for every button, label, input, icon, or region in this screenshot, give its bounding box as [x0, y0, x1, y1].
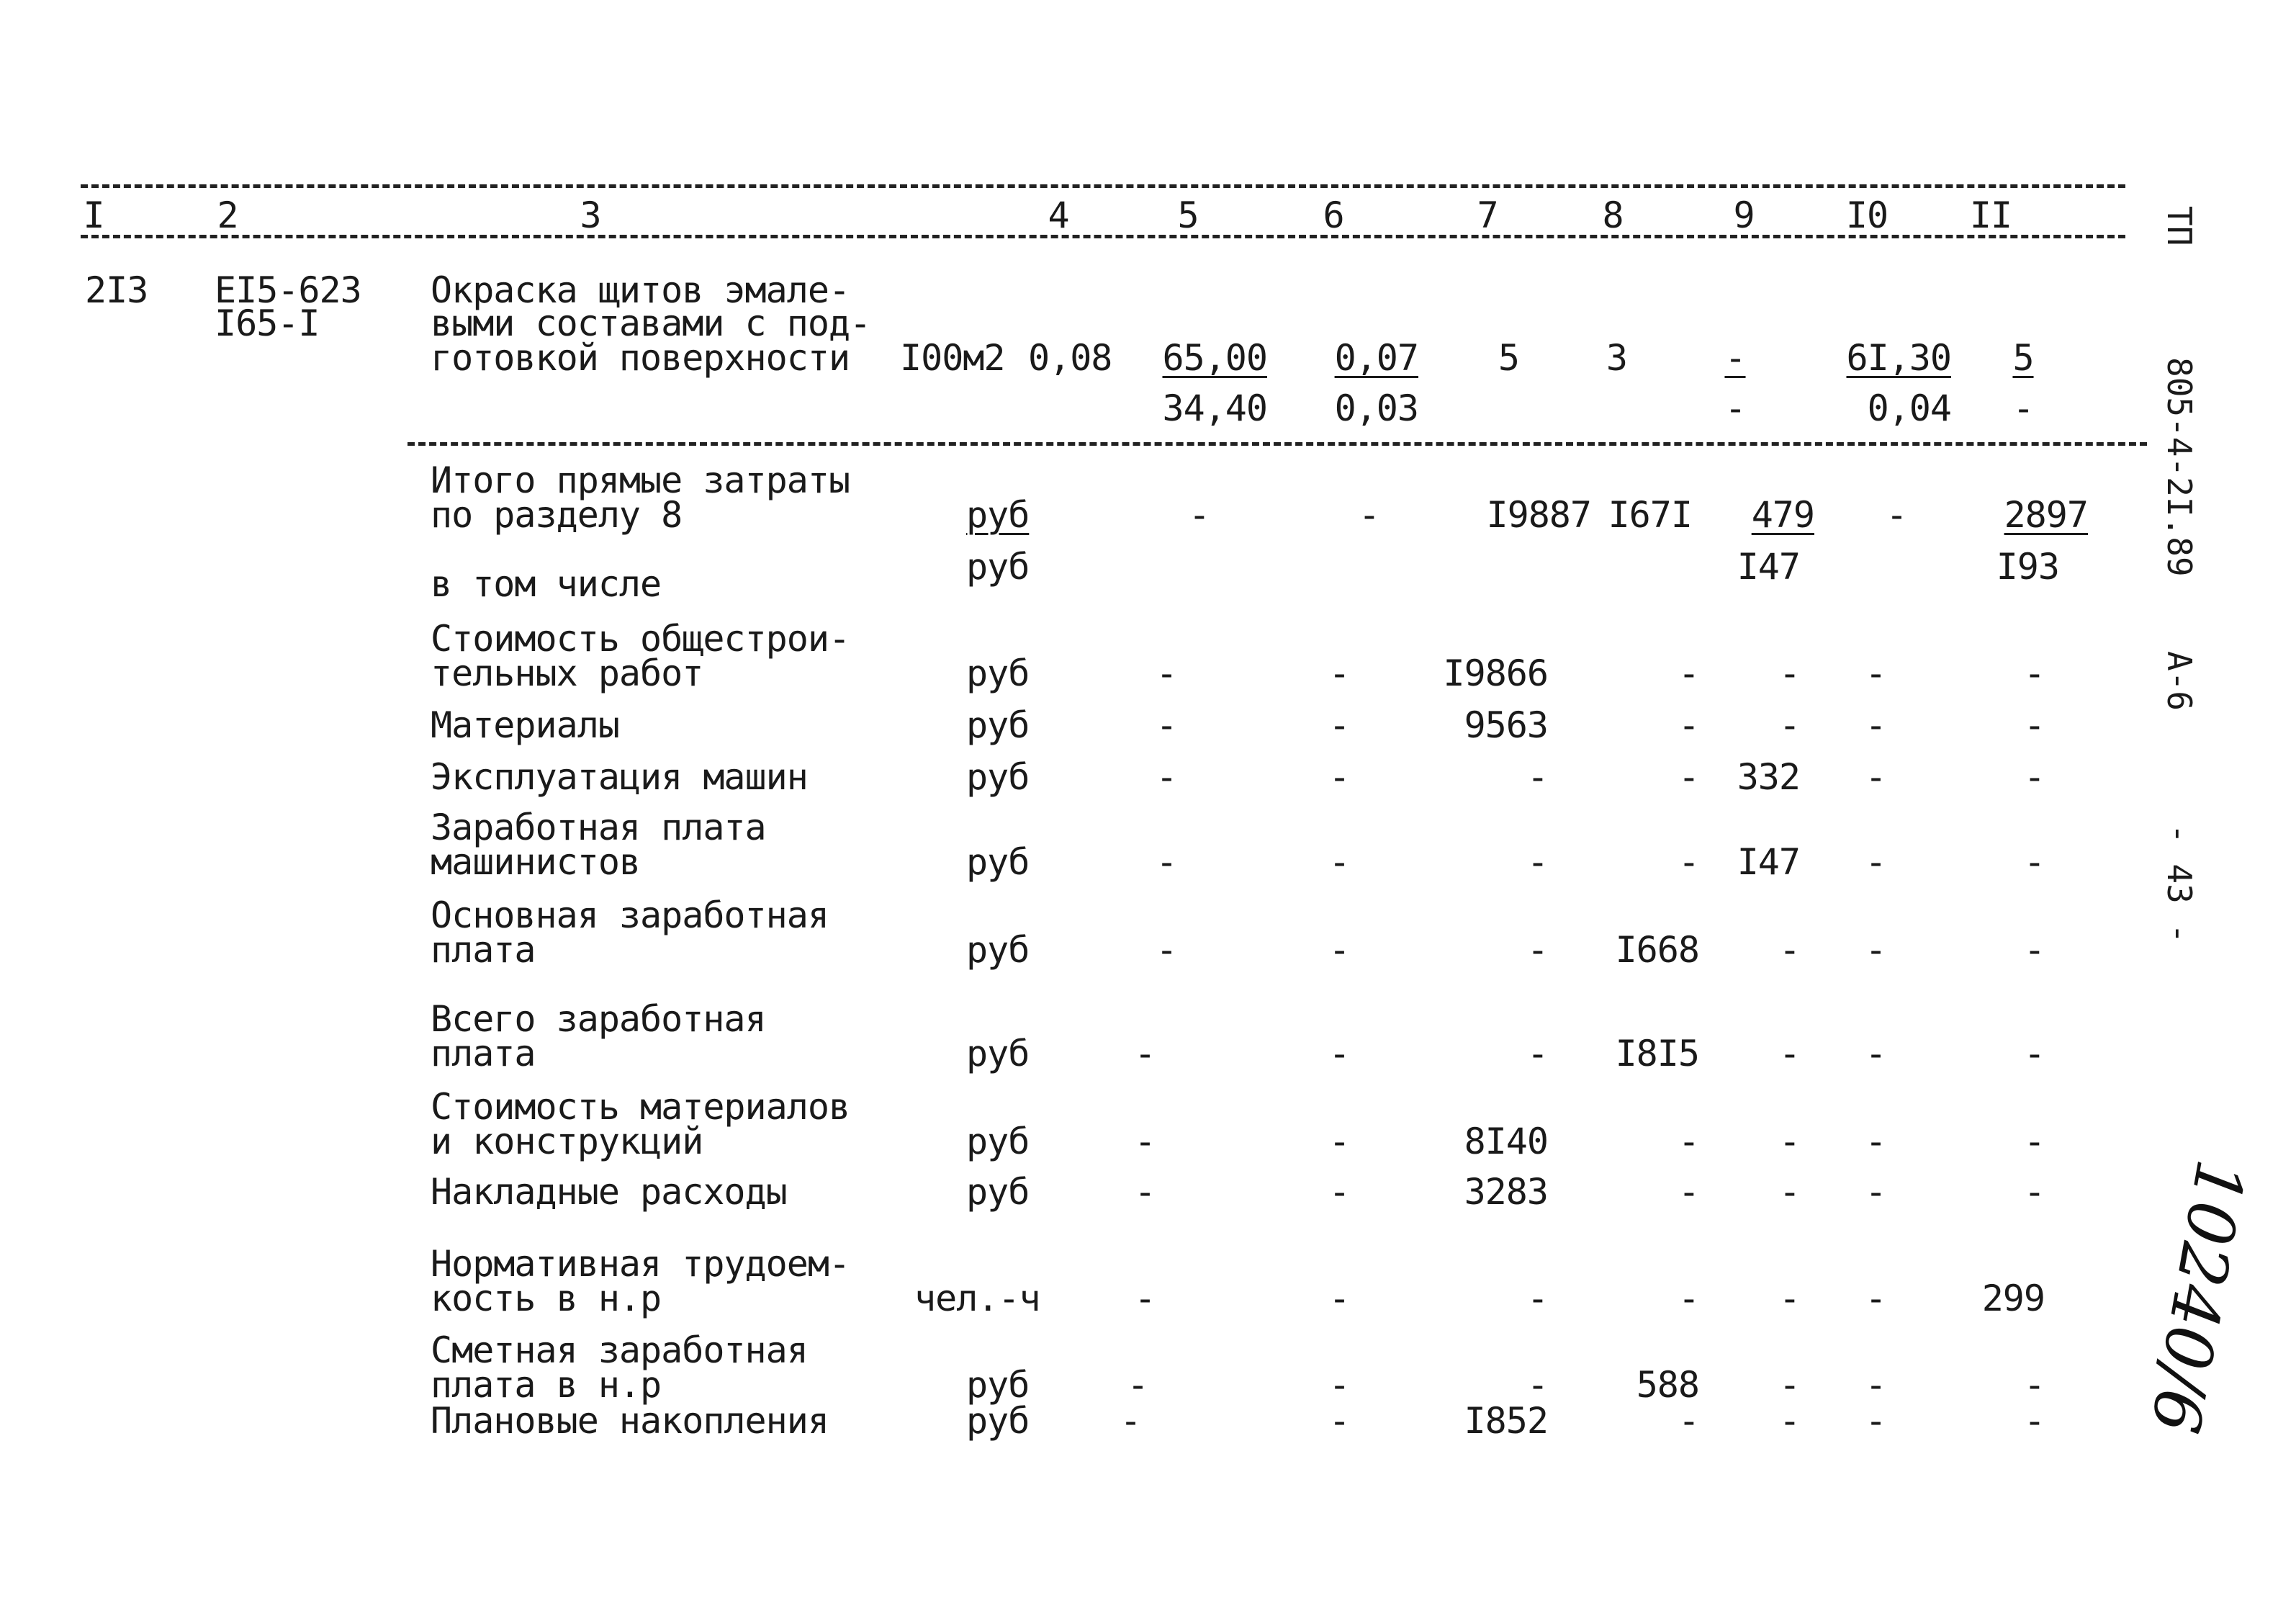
row-label-line-2: плата: [431, 1033, 536, 1074]
row-value-c6: -: [1328, 1400, 1350, 1442]
row-value-c9: -: [1778, 1364, 1800, 1406]
row-value-c6: -: [1328, 1171, 1350, 1213]
row-value-c10: -: [1865, 756, 1886, 798]
row-value-c11: -: [2023, 704, 2045, 746]
col-header-11: II: [1969, 194, 2012, 236]
row-value-c5: -: [1156, 652, 1177, 694]
col-header-6: 6: [1323, 194, 1344, 236]
totals-title-line-2: по разделу 8: [431, 494, 683, 536]
row-value-c10: -: [1865, 929, 1886, 971]
col-header-9: 9: [1733, 194, 1755, 236]
item-c9-bottom: -: [1724, 387, 1746, 429]
row-value-c10: -: [1865, 652, 1886, 694]
row-unit: чел.-ч: [914, 1278, 1040, 1319]
row-label-line-1: Материалы: [431, 704, 619, 746]
item-c5-bottom: 34,40: [1162, 387, 1267, 429]
row-value-c8: I668: [1615, 929, 1699, 971]
row-value-c7: 9563: [1464, 704, 1548, 746]
col-header-7: 7: [1477, 194, 1498, 236]
row-value-c9: -: [1778, 929, 1800, 971]
row-label-line-1: Плановые накопления: [431, 1400, 829, 1442]
row-value-c9: -: [1778, 704, 1800, 746]
totals-c6: -: [1358, 494, 1379, 536]
item-c10-bottom: 0,04: [1867, 387, 1951, 429]
totals-subtitle: в том числе: [431, 563, 662, 605]
row-value-c10: -: [1865, 1400, 1886, 1442]
totals-title-line-1: Итого прямые затраты: [431, 459, 850, 501]
row-value-c8: -: [1678, 1121, 1699, 1162]
row-value-c11: -: [2023, 841, 2045, 883]
row-value-c5: -: [1156, 841, 1177, 883]
totals-unit-sub: руб: [966, 546, 1030, 588]
margin-album: А-6: [2160, 651, 2199, 712]
row-value-c9: -: [1778, 1171, 1800, 1213]
row-value-c9: 332: [1737, 756, 1800, 798]
row-value-c11: -: [2023, 929, 2045, 971]
row-value-c7: -: [1526, 1278, 1548, 1319]
row-value-c9: -: [1778, 1033, 1800, 1074]
item-unit: I00м2: [900, 337, 1005, 379]
row-label-line-1: Основная заработная: [431, 894, 829, 936]
row-value-c9: -: [1778, 1278, 1800, 1319]
header-top-rule: [81, 184, 2125, 188]
row-unit: руб: [966, 1121, 1030, 1162]
row-unit: руб: [966, 929, 1030, 971]
row-value-c9: -: [1778, 652, 1800, 694]
row-unit: руб: [966, 841, 1030, 883]
row-label-line-2: тельных работ: [431, 652, 703, 694]
header-bottom-rule: [81, 235, 2125, 238]
row-value-c7: -: [1526, 929, 1548, 971]
row-label-line-1: Сметная заработная: [431, 1329, 808, 1371]
totals-c9-bottom: I47: [1737, 546, 1800, 588]
row-label-line-2: и конструкций: [431, 1121, 703, 1162]
row-value-c8: -: [1678, 704, 1699, 746]
col-header-8: 8: [1602, 194, 1624, 236]
col-header-1: I: [83, 194, 104, 236]
row-value-c7: -: [1526, 1364, 1548, 1406]
row-label-line-2: машинистов: [431, 841, 641, 883]
row-value-c11: -: [2023, 652, 2045, 694]
item-c7: 5: [1498, 337, 1519, 379]
row-value-c8: -: [1678, 756, 1699, 798]
row-value-c7: I852: [1464, 1400, 1548, 1442]
row-value-c10: -: [1865, 1033, 1886, 1074]
row-value-c6: -: [1328, 1278, 1350, 1319]
row-value-c11: -: [2023, 1400, 2045, 1442]
row-value-c6: -: [1328, 1364, 1350, 1406]
row-value-c6: -: [1328, 652, 1350, 694]
totals-c7: I9887: [1486, 494, 1591, 536]
item-number: 2I3: [85, 269, 148, 311]
row-label-line-1: Заработная плата: [431, 807, 766, 848]
row-value-c7: I9866: [1443, 652, 1548, 694]
row-unit: руб: [966, 1364, 1030, 1406]
item-quantity: 0,08: [1028, 337, 1112, 379]
row-value-c8: I8I5: [1615, 1033, 1699, 1074]
totals-c5: -: [1188, 494, 1210, 536]
row-value-c5: -: [1134, 1171, 1156, 1213]
row-unit: руб: [966, 1400, 1030, 1442]
totals-c11-bottom: I93: [1996, 546, 2059, 588]
row-value-c5: -: [1134, 1033, 1156, 1074]
row-value-c5: -: [1134, 1121, 1156, 1162]
margin-page-number: - 43 -: [2160, 824, 2199, 944]
margin-project-code: 805-4-2I.89: [2160, 357, 2199, 577]
row-value-c5: -: [1156, 756, 1177, 798]
row-value-c8: -: [1678, 1171, 1699, 1213]
row-value-c11: 299: [1981, 1278, 2045, 1319]
totals-c9-top: 479: [1751, 494, 1814, 536]
item-c5-top: 65,00: [1162, 337, 1267, 379]
row-label-line-1: Стоимость общестрои-: [431, 618, 850, 660]
row-unit: руб: [966, 756, 1030, 798]
row-value-c11: -: [2023, 1121, 2045, 1162]
totals-c8: I67I: [1608, 494, 1692, 536]
row-value-c5: -: [1127, 1364, 1148, 1406]
item-c10-top: 6I,30: [1846, 337, 1951, 379]
row-value-c5: -: [1134, 1278, 1156, 1319]
row-value-c6: -: [1328, 1121, 1350, 1162]
row-label-line-2: плата в н.р: [431, 1364, 662, 1406]
row-unit: руб: [966, 1171, 1030, 1213]
row-value-c6: -: [1328, 1033, 1350, 1074]
row-label-line-1: Нормативная трудоем-: [431, 1243, 850, 1285]
row-value-c6: -: [1328, 704, 1350, 746]
row-label-line-1: Всего заработная: [431, 998, 766, 1040]
row-value-c11: -: [2023, 1364, 2045, 1406]
row-label-line-2: плата: [431, 929, 536, 971]
inventory-handwritten-number: 10240/6: [2135, 1154, 2259, 1439]
row-label-line-2: кость в н.р: [431, 1278, 662, 1319]
item-code-sub: I65-I: [215, 302, 320, 344]
row-value-c11: -: [2023, 756, 2045, 798]
row-value-c7: -: [1526, 756, 1548, 798]
item-c11-top: 5: [2012, 337, 2034, 379]
row-value-c5: -: [1120, 1400, 1141, 1442]
col-header-3: 3: [580, 194, 601, 236]
row-label-line-1: Эксплуатация машин: [431, 756, 808, 798]
row-value-c6: -: [1328, 841, 1350, 883]
row-value-c9: -: [1778, 1400, 1800, 1442]
row-value-c6: -: [1328, 929, 1350, 971]
row-value-c8: -: [1678, 652, 1699, 694]
row-unit: руб: [966, 704, 1030, 746]
col-header-10: I0: [1845, 194, 1888, 236]
totals-unit: руб: [966, 494, 1030, 536]
item-code: ЕI5-623: [215, 269, 361, 311]
row-unit: руб: [966, 652, 1030, 694]
row-value-c9: -: [1778, 1121, 1800, 1162]
row-value-c10: -: [1865, 1278, 1886, 1319]
row-value-c5: -: [1156, 704, 1177, 746]
row-value-c5: -: [1156, 929, 1177, 971]
col-header-4: 4: [1048, 194, 1069, 236]
row-value-c11: -: [2023, 1033, 2045, 1074]
row-unit: руб: [966, 1033, 1030, 1074]
col-header-2: 2: [217, 194, 238, 236]
row-label-line-1: Накладные расходы: [431, 1171, 787, 1213]
item-c6-bottom: 0,03: [1334, 387, 1418, 429]
item-description-line-3: готовкой поверхности: [431, 337, 850, 379]
item-c11-bottom: -: [2012, 387, 2034, 429]
row-value-c10: -: [1865, 1171, 1886, 1213]
row-value-c7: -: [1526, 841, 1548, 883]
item-c8: 3: [1606, 337, 1627, 379]
totals-c10: -: [1886, 494, 1907, 536]
row-value-c10: -: [1865, 704, 1886, 746]
row-label-line-1: Стоимость материалов: [431, 1086, 850, 1128]
row-value-c8: -: [1678, 841, 1699, 883]
totals-c11-top: 2897: [2004, 494, 2088, 536]
row-value-c9: I47: [1737, 841, 1800, 883]
row-value-c10: -: [1865, 841, 1886, 883]
row-value-c8: 588: [1636, 1364, 1699, 1406]
row-value-c7: -: [1526, 1033, 1548, 1074]
row-value-c6: -: [1328, 756, 1350, 798]
row-value-c7: 3283: [1464, 1171, 1548, 1213]
row-value-c8: -: [1678, 1278, 1699, 1319]
row-value-c10: -: [1865, 1121, 1886, 1162]
item-description-line-1: Окраска щитов эмале-: [431, 269, 850, 311]
row-value-c8: -: [1678, 1400, 1699, 1442]
row-value-c7: 8I40: [1464, 1121, 1548, 1162]
col-header-5: 5: [1177, 194, 1199, 236]
section-divider: [408, 442, 2147, 446]
row-value-c10: -: [1865, 1364, 1886, 1406]
item-c9-top: -: [1724, 337, 1746, 379]
margin-tp: ТП: [2160, 206, 2199, 246]
row-value-c11: -: [2023, 1171, 2045, 1213]
item-description-line-2: выми составами с под-: [431, 302, 871, 344]
item-c6-top: 0,07: [1334, 337, 1418, 379]
